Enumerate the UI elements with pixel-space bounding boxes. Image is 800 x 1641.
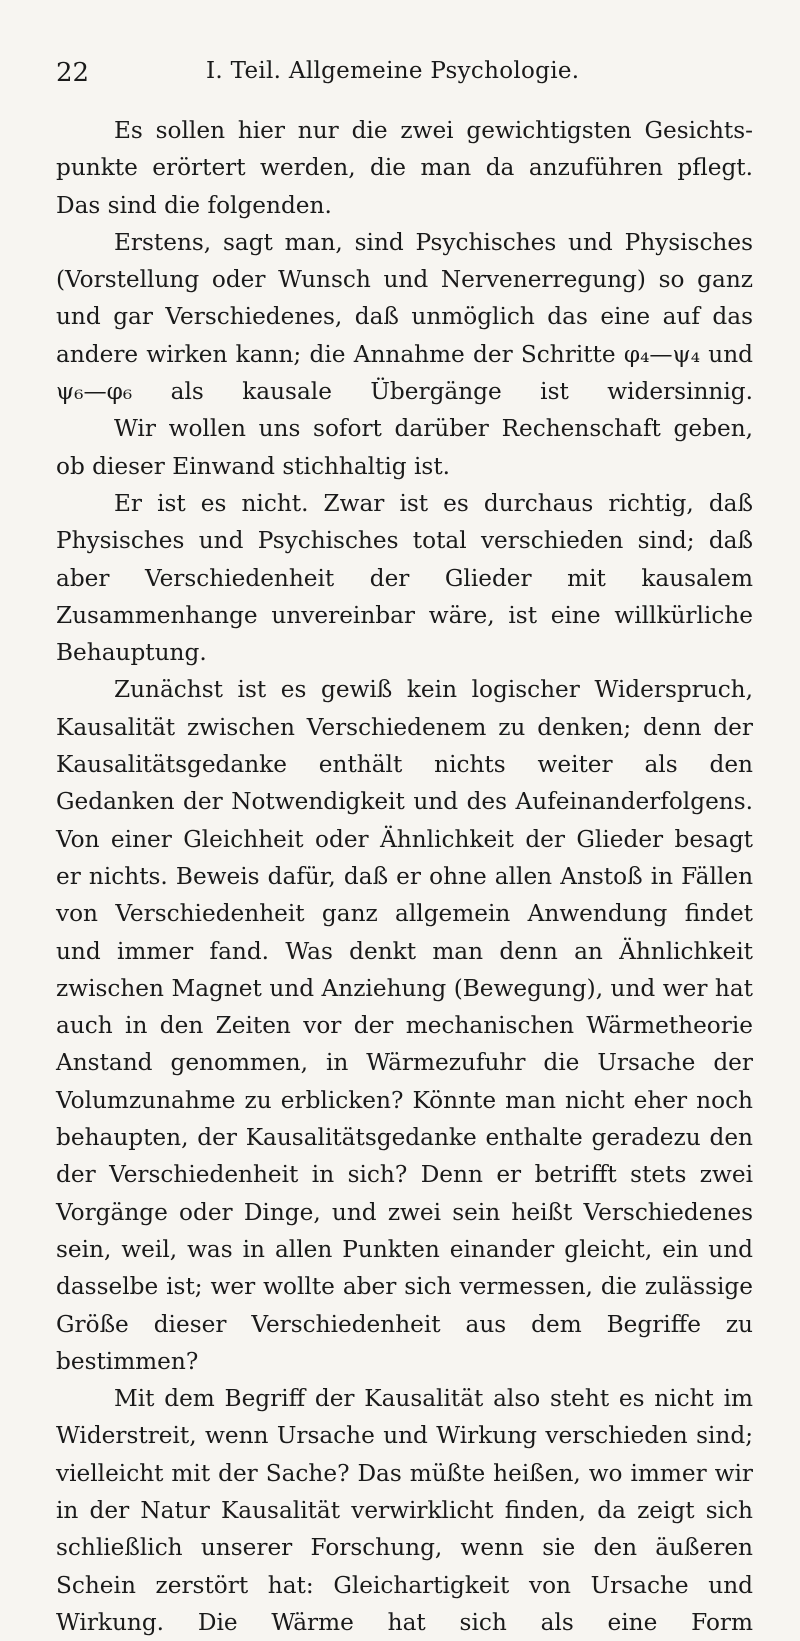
page-number: 22: [56, 58, 90, 88]
page-header: [56, 58, 750, 90]
body-text: [56, 112, 753, 1641]
paragraph-6: Mit dem Begriff der Kausalität also steht es nicht im Widerstreit, wenn Ursache und Wirkung verschieden sind; vielleicht mit der Sache? Das müßte heißen, wo immer wir in der Natur Kausalität verwirklicht finden, da zeigt sich schließlich unserer Forschung, wenn sie den äußeren Schein zerstört hat: Gleichartigkeit von Ursache und Wirkung. Die Wärme hat sich als eine Form: [56, 1385, 753, 1636]
running-head: I. Teil. Allgemeine Psychologie.: [206, 58, 580, 84]
paragraph-1: Es sollen hier nur die zwei gewichtigsten Gesichtspunkte erörtert werden, die man da anzuführen pflegt. Das sind die folgenden.: [56, 117, 753, 219]
paragraph-2: Erstens, sagt man, sind Psychisches und Physisches (Vorstellung oder Wunsch und Nervenerregung) so ganz und gar Verschiedenes, daß unmöglich das eine auf das andere wirken kann; die Annahme der Schritte φ₄—ψ₄ und ψ₆—φ₆ als kausale Übergänge ist widersinnig.: [56, 228, 753, 406]
paragraph-4: Er ist es nicht. Zwar ist es durchaus richtig, daß Physisches und Psychisches total verschieden sind; daß aber Verschiedenheit der Glieder mit kausalem Zusammenhange unvereinbar wäre, ist eine willkürliche Behauptung.: [56, 489, 753, 667]
paragraph-3: Wir wollen uns sofort darüber Rechenschaft geben, ob dieser Einwand stichhaltig ist.: [56, 415, 753, 480]
paragraph-5: Zunächst ist es gewiß kein logischer Widerspruch, Kausalität zwischen Verschiedenem zu denken; denn der Kausalitätsgedanke enthält nichts weiter als den Gedanken der Notwendigkeit und des Aufeinanderfolgens. Von einer Gleichheit oder Ähnlichkeit der Glieder besagt er nichts. Beweis dafür, daß er ohne allen Anstoß in Fällen von Verschiedenheit ganz allgemein Anwendung findet und immer fand. Was denkt man denn an Ähnlichkeit zwischen Magnet und Anziehung (Bewegung), und wer hat auch in den Zeiten vor der mechanischen Wärmetheorie Anstand genommen, in Wärmezufuhr die Ursache der Volumzunahme zu erblicken? Könnte man nicht eher noch behaupten, der Kausalitätsgedanke enthalte geradezu den der Verschiedenheit in sich? Denn er betrifft stets zwei Vorgänge oder Dinge, und zwei sein heißt Verschiedenes sein, weil, was in allen Punkten einander gleicht, ein und dasselbe ist; wer wollte aber sich vermessen, die zulässige Größe dieser Verschiedenheit aus dem Begriffe zu bestimmen?: [56, 676, 753, 1375]
